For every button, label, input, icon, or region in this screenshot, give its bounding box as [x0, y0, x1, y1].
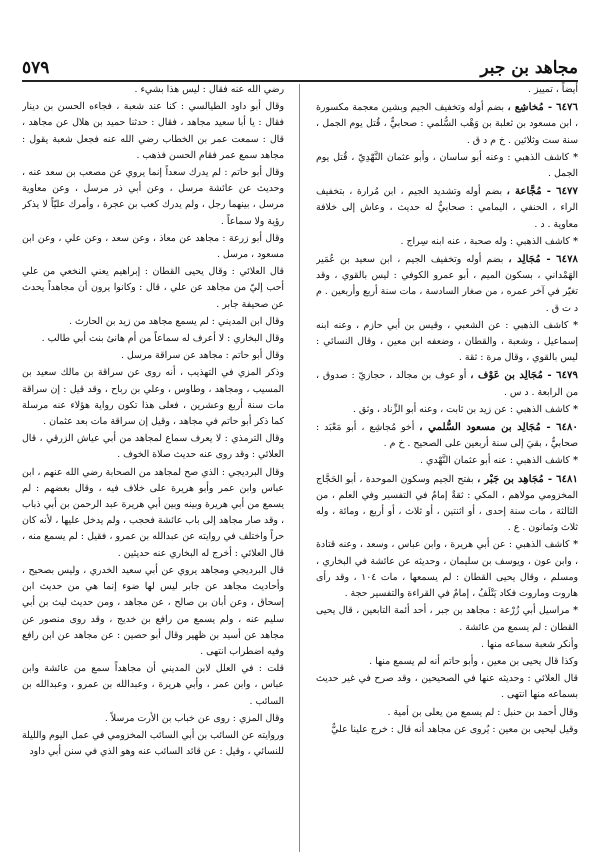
paragraph-text: وقال أبو حاتم : مجاهد عن سراقة مرسل .: [120, 350, 284, 362]
left-column: [22, 82, 284, 854]
paragraph-text: وأنكر شعبة سماعه منها .: [480, 638, 578, 650]
paragraph: [22, 331, 284, 347]
paragraph: [316, 637, 578, 653]
paragraph: [22, 231, 284, 263]
paragraph-text: وذكر المزي في التهذيب ، أنه روى عن سراقة بن مالك سعيد بن المسيب ، ومجاهد ، وطاوس ، وعلي بن رباح ، وقد قيل : إن سراقة مات سنة أربع وعشرين ، فعلى هذا تكون رواية هؤلاء عنه مرسلة كما ذكر أبو حاتم في مجاهد ، وقيل إن سراقة مات بعد عثمان .: [22, 367, 284, 428]
paragraph-text: وقال أبو حاتم : لم يدرك سعداً إنما يروي عن مصعب بن سعد عنه ، وحديث عن عائشة مرسل ، وعن أبي ذر مرسل ، وعن معاوية مرسل ، بينهما رجل ، ولم يدرك كعب بن عجرة ، وأمرك عليّاً لا يذكر رؤية ولا سماعاً .: [22, 167, 284, 227]
bullet-marker: *: [569, 605, 578, 617]
entry-heading: ٦٤٨١ - مُجَاهِد بن جَبْر ،: [477, 472, 578, 485]
paragraph-text: بضم أوله وتخفيف الجيم ، ابن سعيد بن عُمَير الهَمْداني ، بسكون الميم ، أبو عمرو الكوفي : ليس بالقوي ، وقد تغيّر في آخر عمره ، من صغار السادسة ، مات سنة أربع وأربعين . م د ت ق .: [316, 254, 578, 314]
paragraph-text: وقال أحمد بن حنبل : لم يسمع من يعلى بن أمية .: [387, 706, 578, 718]
bullet-marker: *: [569, 539, 578, 551]
paragraph: [22, 661, 284, 710]
column-divider: [299, 84, 300, 852]
paragraph: [316, 183, 578, 233]
paragraph: [316, 402, 578, 418]
entry-heading: ٦٤٧٦ - مُخاشِع ،: [507, 101, 578, 114]
paragraph-text: كاشف الذهبي : عن أبي هريرة ، وابن عباس ، وسعد ، وعنه قتادة ، وابن عون ، ويوسف بن سليمان ، وحديثه عن عائشة في البخاري ، ومسلم ، وقال يحيى القطان : لم يسمعها ، مات ١٠٤ ، وقد رأى هاروت وماروت فكاد يَتْلَفُ ، إمامٌ في القراءة والتفسير حجة .: [316, 539, 578, 600]
paragraph: [316, 453, 578, 469]
paragraph-text: وقال البخاري : لا أعرف له سماعاً من أم هانئ بنت أبي طالب .: [41, 333, 284, 345]
paragraph: [22, 99, 284, 164]
bullet-marker: *: [569, 235, 578, 247]
paragraph: [316, 318, 578, 367]
paragraph-text: وقال أبو زرعة : مجاهد عن معاذ ، وعن سعد ، وعن علي ، وعن ابن مسعود ، مرسل .: [22, 232, 284, 261]
paragraph-text: قال العلائي : وحديثه عنها في الصحيحين ، وقد صرح في غير حديث بسماعه منها انتهى .: [316, 673, 578, 701]
paragraph-text: وقال الترمذي : لا يعرف سماع لمجاهد من أبي عياش الزرقي ، قال العلائي : وقد روى عنه حديث صلاة الخوف .: [22, 433, 284, 461]
paragraph-text: وقال أبو داود الطيالسي : كنا عند شعبة ، فجاءه الحسن بن دينار فقال : يا أبا سعيد مجاهد ، فقال : حدثنا حميد بن هلال عن مجاهد ، قال : سمعت عمر بن الخطاب رضي الله عنه فجعل شعبة يقول : مجاهد سمع عمر فقام الحسن فذهب .: [22, 101, 284, 161]
paragraph: [316, 82, 578, 98]
paragraph-text: وروايته عن السائب بن أبي السائب المخزومي في عمل اليوم والليلة للنسائي ، وقيل : عن قائد السائب عنه وهو الذي في سنن أبي داود: [22, 729, 284, 758]
bullet-marker: *: [569, 455, 578, 467]
paragraph: [316, 234, 578, 250]
paragraph: [22, 165, 284, 230]
paragraph: [22, 264, 284, 313]
entry-heading: ٦٤٧٧ - مُجَّاعة ،: [506, 185, 578, 198]
running-title: مجاهد بن جبر: [480, 58, 578, 78]
paragraph: [316, 471, 578, 537]
paragraph: [316, 251, 578, 317]
paragraph-text: قلت : في العلل لابن المديني أن مجاهداً سمع من عائشة وابن عباس ، وابن عمر ، وأبي هريرة ، وعبدالله بن عمرو ، وعبدالله بن السائب .: [22, 663, 284, 707]
paragraph: [22, 348, 284, 364]
paragraph: [22, 563, 284, 660]
paragraph: [316, 705, 578, 721]
paragraph-text: وقال المزي : روى عن خباب بن الأرت مرسلاً .: [104, 712, 284, 724]
entry-heading: ٦٤٧٩ - مُجَالِد بن عَوْف ،: [470, 369, 578, 382]
paragraph: [316, 150, 578, 182]
paragraph-text: أو عوف بن مجالد ، حجازيّ : صدوق ، من الرابعة . د س .: [316, 370, 578, 398]
paragraph: [316, 419, 578, 452]
paragraph-text: كاشف الذهبي : عنه أبو عثمان النَّهْدي .: [420, 455, 570, 467]
paragraph: [316, 654, 578, 670]
paragraph-text: وقال ابن المديني : لم يسمع مجاهد من زيد بن الحارث .: [69, 315, 284, 327]
paragraph-text: أيضاً ، تمييز .: [527, 84, 578, 95]
paragraph-text: بفتح الجيم وسكون الموحدة ، أبو الحَجَّاج المخزومي مولاهم ، المكي : ثقةٌ إمامٌ في التفسير وفي العلم ، من الثالثة ، مات سنة إحدى ، أو اثنتين ، أو ثلاث ، أو أربع ، ومائة ، وله ثلاث وثمانون . ع .: [316, 473, 578, 534]
right-column: [316, 82, 578, 854]
paragraph: [316, 722, 578, 738]
paragraph-text: قال البرديجي ومجاهد يروي عن أبي سعيد الخدري ، وليس بصحيح ، وأحاديث مجاهد عن جابر ليس لها ضوء إنما هي من حديث ابن إسحاق ، وعن أبان بن صالح ، عن مجاهد ، ومن حديث ليث بن أبي سليم عنه ، ولم يسمع من رافع بن خديج ، وقد روى منصور عن مجاهد عن أسيد بن ظهير وقال أبو حصين : عن مجاهد عن ابن رافع وفيه اضطراب انتهى .: [22, 564, 284, 657]
paragraph-text: وقال البرديجي : الذي صح لمجاهد من الصحابة رضي الله عنهم ، ابن عباس وابن عمر وأبو هريرة على خلاف فيه ، وقال بعضهم : لم يسمع من أبي هريرة وبينه وبين أبي هريرة عبد الرحمن بن أبي ذباب ، وقد صار مجاهد إلى باب عائشة فحجب ، ولم يدخل عليها ، لأنه كان حراً واختلف في روايته عن عبدالله بن عمرو ، فقيل : لم يسمع منه ، قال العلائي : أخرج له البخاري عنه حديثين .: [22, 466, 284, 559]
bullet-marker: *: [568, 151, 578, 163]
entry-heading: ٦٤٧٨ - مُجَالِد ،: [508, 253, 578, 266]
paragraph-text: بضم أوله وتخفيف الجيم وبشين معجمة مكسورة ، ابن مسعود بن ثعلبة بن وَهْب السُّلمي : صحابيٌّ ، قُتل يوم الجمل ، سنة ست وثلاثين . خ م د ق .: [316, 102, 578, 146]
paragraph-text: وكذا قال يحيى بن معين ، وأبو حاتم أنه لم يسمع منها .: [369, 655, 578, 667]
page-number: ٥٧٩: [22, 58, 50, 78]
paragraph-text: بضم أوله وتشديد الجيم ، ابن مُرارة ، بتخفيف الراء ، الحنفي ، اليمامي : صحابيٌّ له حديث ، وعاش إلى خلافة معاوية . د .: [316, 186, 578, 230]
paragraph: [22, 365, 284, 430]
paragraph: [22, 314, 284, 330]
entry-heading: ٦٤٨٠ - مُجَالِد بن مسعود السُّلمي ،: [419, 421, 578, 434]
paragraph: [22, 728, 284, 760]
paragraph-text: كاشف الذهبي : وعنه أبو ساسان ، وأبو عثمان النَّهْدِيّ ، قُتل يوم الجمل .: [316, 151, 578, 180]
paragraph-text: قال العلائي : وقال يحيى القطان : إبراهيم يعني النخعي من علي أحب إليّ من مجاهد عن علي ، قال : وكانوا يرون أن مجاهداً يحدث عن صحيفة جابر .: [22, 266, 284, 310]
paragraph: [22, 431, 284, 463]
paragraph-text: مراسيل أبي زُرْعة : مجاهد بن جبر ، أحد أئمة التابعين ، قال يحيى القطان : لم يسمع من عائشة .: [316, 605, 578, 633]
paragraph: [316, 671, 578, 703]
paragraph: [22, 465, 284, 562]
page-header: [22, 52, 578, 82]
paragraph: [316, 537, 578, 602]
paragraph: [316, 367, 578, 400]
paragraph-text: كاشف الذهبي : وله صحبة ، عنه ابنه سِراج .: [400, 235, 570, 247]
paragraph-text: أخو مُجاشِع ، أبو مَعْبَد : صحابيٌّ ، بقيَ إلى سنة أربعين على الصحيح . خ م .: [316, 422, 578, 450]
paragraph: [22, 82, 284, 98]
paragraph-text: كاشف الذهبي : عن الشعبي ، وقيس بن أبي حازم ، وعنه ابنه إسماعيل ، وشعبة ، والقطان ، وضعفه ابن معين ، وقال النسائي : ليس بالقوي ، وقال مرة : ثقة .: [316, 319, 578, 364]
paragraph: [22, 711, 284, 727]
paragraph: [316, 603, 578, 635]
paragraph-text: كاشف الذهبي : عن زيد بن ثابت ، وعنه أبو الزِّناد ، وثق .: [352, 403, 570, 415]
bullet-marker: *: [568, 319, 578, 331]
paragraph: [316, 99, 578, 149]
paragraph-text: رضي الله عنه فقال : ليس هذا بشيء .: [134, 84, 284, 95]
bullet-marker: *: [569, 403, 578, 415]
paragraph-text: وقيل ليحيى بن معين : يُروى عن مجاهد أنه قال : خرج علينا عليٌّ: [331, 723, 578, 735]
